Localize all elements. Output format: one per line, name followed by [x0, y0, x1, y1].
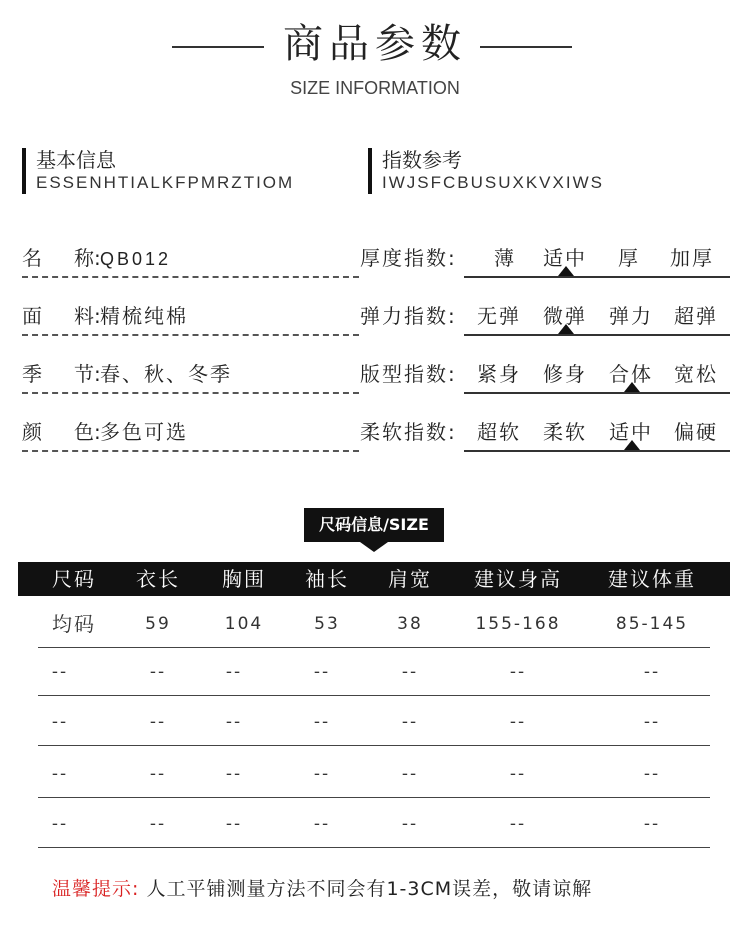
table-cell: -- — [643, 712, 661, 732]
table-cell: -- — [401, 712, 419, 732]
info-value: 精梳纯棉 — [100, 304, 188, 328]
header-cell: 建议身高 — [474, 567, 562, 591]
table-cell: 155-168 — [475, 614, 561, 634]
basic-info-title: 基本信息 — [36, 148, 116, 172]
header-cell: 尺码 — [52, 567, 96, 591]
header-cell: 胸围 — [222, 567, 266, 591]
table-cell: -- — [225, 662, 243, 682]
index-marker-icon — [624, 440, 640, 450]
info-row-name: 名 称:QB012 — [22, 238, 359, 278]
info-value: 春、秋、冬季 — [100, 362, 232, 386]
index-scale-line — [464, 450, 730, 452]
table-cell: -- — [643, 814, 661, 834]
table-cell: -- — [225, 712, 243, 732]
index-option: 修身 — [543, 362, 587, 386]
index-option: 柔软 — [543, 420, 587, 444]
table-cell: -- — [401, 814, 419, 834]
index-scale-line — [464, 276, 730, 278]
info-label-a: 面 — [22, 304, 42, 328]
index-option: 紧身 — [477, 362, 521, 386]
table-cell: -- — [313, 712, 331, 732]
info-label-b: 称 — [74, 246, 94, 270]
index-label: 厚度指数: — [360, 246, 457, 270]
table-cell: -- — [401, 662, 419, 682]
index-option: 无弹 — [477, 304, 521, 328]
index-marker-icon — [624, 382, 640, 392]
index-ref-subtitle: IWJSFCBUSUXKVXIWS — [382, 173, 604, 192]
index-option: 适中 — [609, 420, 653, 444]
header-cell: 肩宽 — [388, 567, 432, 591]
index-marker-icon — [558, 324, 574, 334]
info-label-a: 颜 — [22, 420, 42, 444]
index-scale-line — [464, 334, 730, 336]
table-cell: 85-145 — [615, 614, 689, 634]
table-cell: -- — [51, 764, 69, 784]
table-row — [38, 648, 710, 696]
table-row — [38, 698, 710, 746]
index-option: 宽松 — [674, 362, 718, 386]
header-cell: 袖长 — [305, 567, 349, 591]
info-row-fabric: 面 料:精梳纯棉 — [22, 296, 359, 336]
table-cell: -- — [401, 764, 419, 784]
table-cell: -- — [149, 814, 167, 834]
table-cell: -- — [51, 662, 69, 682]
header-cell: 衣长 — [136, 567, 180, 591]
index-row-elasticity — [360, 296, 730, 336]
tip-text: 人工平铺测量方法不同会有1-3CM误差，敬请谅解 — [146, 878, 593, 900]
index-option: 适中 — [543, 246, 587, 270]
index-marker-icon — [558, 266, 574, 276]
badge-arrow-icon — [360, 542, 388, 552]
table-cell: -- — [509, 764, 527, 784]
table-cell: -- — [509, 712, 527, 732]
index-option: 薄 — [494, 246, 516, 270]
page-subtitle: SIZE INFORMATION — [290, 78, 460, 98]
index-option: 超软 — [477, 420, 521, 444]
table-cell: -- — [313, 764, 331, 784]
index-option: 厚 — [618, 246, 640, 270]
table-cell: -- — [313, 814, 331, 834]
table-cell: -- — [225, 814, 243, 834]
size-table-header — [18, 562, 730, 596]
basic-info-heading — [22, 148, 294, 194]
table-cell: -- — [149, 662, 167, 682]
table-cell: 38 — [397, 614, 423, 634]
index-option: 合体 — [609, 362, 653, 386]
page-title: 商品参数 — [283, 21, 467, 67]
index-row-fit — [360, 354, 730, 394]
index-row-softness — [360, 412, 730, 452]
info-label-b: 节 — [74, 362, 94, 386]
index-row-thickness — [360, 238, 730, 278]
index-label: 柔软指数: — [360, 420, 457, 444]
index-option: 微弹 — [543, 304, 587, 328]
info-label-b: 料 — [74, 304, 94, 328]
basic-info-subtitle: ESSENHTIALKFPMRZTIOM — [36, 173, 295, 192]
table-row — [38, 800, 710, 848]
size-info-badge: 尺码信息/SIZE — [304, 508, 444, 542]
table-cell: -- — [51, 712, 69, 732]
table-cell: 53 — [314, 614, 340, 634]
info-label-b: 色 — [74, 420, 94, 444]
table-cell: -- — [149, 712, 167, 732]
table-cell: -- — [643, 764, 661, 784]
table-cell: -- — [149, 764, 167, 784]
table-cell: 59 — [145, 614, 171, 634]
measurement-tip — [52, 874, 592, 901]
table-cell: -- — [225, 764, 243, 784]
header-cell: 建议体重 — [608, 567, 696, 591]
index-label: 版型指数: — [360, 362, 457, 386]
table-cell: -- — [313, 662, 331, 682]
index-option: 超弹 — [674, 304, 718, 328]
index-scale-line — [464, 392, 730, 394]
index-label: 弹力指数: — [360, 304, 457, 328]
table-cell: 均码 — [52, 612, 96, 636]
index-ref-title: 指数参考 — [382, 148, 462, 172]
index-ref-heading — [368, 148, 604, 194]
info-label-a: 名 — [22, 246, 42, 270]
table-cell: 104 — [224, 614, 264, 634]
info-label-a: 季 — [22, 362, 42, 386]
tip-label: 温馨提示: — [52, 878, 140, 900]
info-value: 多色可选 — [100, 420, 188, 444]
info-row-season: 季 节:春、秋、冬季 — [22, 354, 359, 394]
table-row — [38, 600, 710, 648]
table-cell: -- — [509, 814, 527, 834]
info-value: QB012 — [100, 249, 172, 269]
index-option: 偏硬 — [674, 420, 718, 444]
table-row — [38, 750, 710, 798]
index-option: 弹力 — [609, 304, 653, 328]
index-option: 加厚 — [670, 246, 714, 270]
table-cell: -- — [51, 814, 69, 834]
info-row-color: 颜 色:多色可选 — [22, 412, 359, 452]
table-cell: -- — [643, 662, 661, 682]
table-cell: -- — [509, 662, 527, 682]
